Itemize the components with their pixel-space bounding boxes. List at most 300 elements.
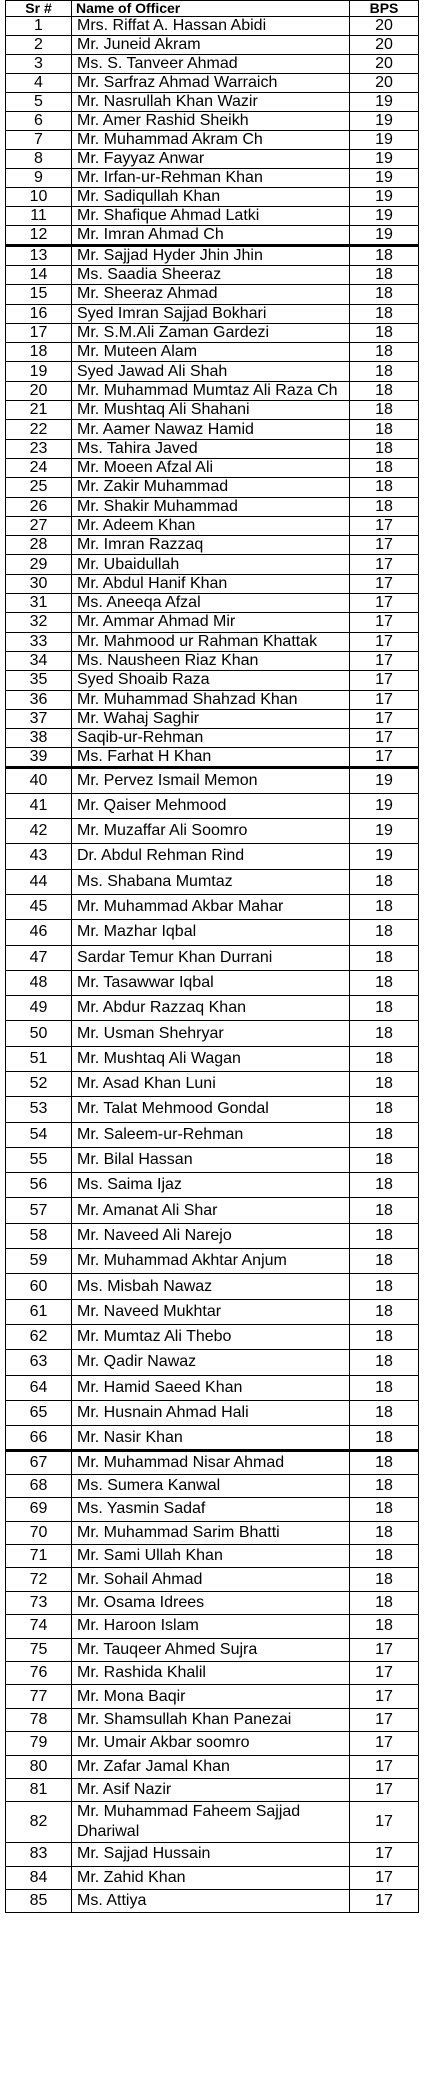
officer-name-cell: Mr. Wahaj Saghir	[72, 709, 350, 728]
bps-cell: 17	[350, 1661, 419, 1684]
officer-name-cell: Mr. Amer Rashid Sheikh	[72, 112, 350, 131]
table-row	[6, 381, 419, 400]
officer-name-cell: Mr. Mona Baqir	[72, 1685, 350, 1708]
bps-cell: 18	[350, 362, 419, 381]
officer-name-cell: Ms. S. Tanveer Ahmad	[72, 55, 350, 74]
table-row	[6, 266, 419, 285]
bps-cell: 17	[350, 1890, 419, 1913]
table-row	[6, 970, 419, 995]
bps-cell: 19	[350, 169, 419, 188]
table-row	[6, 478, 419, 497]
table-row	[6, 1147, 419, 1172]
officer-name-cell: Mr. Sarfraz Ahmad Warraich	[72, 74, 350, 93]
officer-name-cell: Mr. Juneid Akram	[72, 36, 350, 55]
bps-cell: 19	[350, 226, 419, 246]
bps-cell: 17	[350, 729, 419, 748]
bps-cell: 18	[350, 1615, 419, 1638]
officer-name-cell: Mr. S.M.Ali Zaman Gardezi	[72, 323, 350, 342]
officer-name-cell: Ms. Nausheen Riaz Khan	[72, 651, 350, 670]
header-name: Name of Officer	[72, 1, 350, 17]
bps-cell: 17	[350, 709, 419, 728]
bps-cell: 17	[350, 516, 419, 535]
sr-cell: 66	[6, 1426, 72, 1451]
bps-cell: 17	[350, 1755, 419, 1778]
bps-cell: 18	[350, 970, 419, 995]
sr-cell: 40	[6, 768, 72, 793]
officer-name-cell: Mr. Zahid Khan	[72, 1866, 350, 1889]
sr-cell: 47	[6, 945, 72, 970]
officer-name-cell: Mr. Mumtaz Ali Thebo	[72, 1324, 350, 1349]
sr-cell: 13	[6, 246, 72, 266]
bps-cell: 17	[350, 1778, 419, 1801]
table-row	[6, 844, 419, 869]
sr-cell: 84	[6, 1866, 72, 1889]
table-row	[6, 1299, 419, 1324]
table-row	[6, 574, 419, 593]
table-row	[6, 748, 419, 768]
officer-name-cell: Mr. Zakir Muhammad	[72, 478, 350, 497]
table-row	[6, 188, 419, 207]
bps-cell: 20	[350, 55, 419, 74]
table-row	[6, 945, 419, 970]
sr-cell: 7	[6, 131, 72, 150]
officer-name-cell: Mr. Qadir Nawaz	[72, 1350, 350, 1375]
officer-name-cell: Mrs. Riffat A. Hassan Abidi	[72, 17, 350, 36]
bps-cell: 19	[350, 188, 419, 207]
table-row	[6, 1071, 419, 1096]
bps-cell: 18	[350, 458, 419, 477]
bps-cell: 17	[350, 748, 419, 768]
bps-cell: 18	[350, 1147, 419, 1172]
bps-cell: 20	[350, 17, 419, 36]
sr-cell: 41	[6, 793, 72, 818]
sr-cell: 31	[6, 594, 72, 613]
table-row	[6, 1521, 419, 1544]
sr-cell: 17	[6, 323, 72, 342]
bps-cell: 19	[350, 112, 419, 131]
officer-name-cell: Mr. Abdur Razzaq Khan	[72, 996, 350, 1021]
sr-cell: 58	[6, 1223, 72, 1248]
sr-cell: 33	[6, 632, 72, 651]
sr-cell: 83	[6, 1843, 72, 1866]
bps-cell: 17	[350, 1708, 419, 1731]
sr-cell: 23	[6, 439, 72, 458]
officer-name-cell: Mr. Mahmood ur Rahman Khattak	[72, 632, 350, 651]
table-row	[6, 55, 419, 74]
table-row	[6, 1890, 419, 1913]
sr-cell: 50	[6, 1021, 72, 1046]
officer-name-cell: Mr. Sajjad Hussain	[72, 1843, 350, 1866]
sr-cell: 81	[6, 1778, 72, 1801]
table-row	[6, 729, 419, 748]
officer-name-cell: Mr. Tauqeer Ahmed Sujra	[72, 1638, 350, 1661]
table-row	[6, 651, 419, 670]
sr-cell: 75	[6, 1638, 72, 1661]
bps-cell: 17	[350, 1732, 419, 1755]
officer-name-cell: Mr. Saleem-ur-Rehman	[72, 1122, 350, 1147]
sr-cell: 8	[6, 150, 72, 169]
sr-cell: 56	[6, 1173, 72, 1198]
officer-name-cell: Mr. Muhammad Shahzad Khan	[72, 690, 350, 709]
table-row	[6, 458, 419, 477]
officer-name-cell: Mr. Adeem Khan	[72, 516, 350, 535]
officer-name-cell: Ms. Saima Ijaz	[72, 1173, 350, 1198]
sr-cell: 38	[6, 729, 72, 748]
officer-name-cell: Ms. Shabana Mumtaz	[72, 869, 350, 894]
table-row	[6, 1274, 419, 1299]
officer-name-cell: Mr. Irfan-ur-Rehman Khan	[72, 169, 350, 188]
sr-cell: 46	[6, 920, 72, 945]
bps-cell: 17	[350, 1685, 419, 1708]
table-row	[6, 497, 419, 516]
bps-cell: 18	[350, 478, 419, 497]
officer-name-cell: Mr. Asad Khan Luni	[72, 1071, 350, 1096]
table-row	[6, 819, 419, 844]
bps-cell: 18	[350, 1046, 419, 1071]
sr-cell: 4	[6, 74, 72, 93]
sr-cell: 67	[6, 1451, 72, 1474]
bps-cell: 18	[350, 869, 419, 894]
bps-cell: 18	[350, 1173, 419, 1198]
officer-name-cell: Mr. Bilal Hassan	[72, 1147, 350, 1172]
table-row	[6, 150, 419, 169]
bps-cell: 18	[350, 1426, 419, 1451]
officer-name-cell: Mr. Haroon Islam	[72, 1615, 350, 1638]
sr-cell: 16	[6, 304, 72, 323]
sr-cell: 53	[6, 1097, 72, 1122]
sr-cell: 35	[6, 671, 72, 690]
officer-name-cell: Mr. Talat Mehmood Gondal	[72, 1097, 350, 1122]
bps-cell: 18	[350, 420, 419, 439]
bps-cell: 18	[350, 1021, 419, 1046]
table-row	[6, 323, 419, 342]
officer-name-cell: Mr. Muhammad Akhtar Anjum	[72, 1249, 350, 1274]
officer-name-cell: Mr. Shakir Muhammad	[72, 497, 350, 516]
bps-cell: 19	[350, 844, 419, 869]
table-row	[6, 439, 419, 458]
table-row	[6, 1173, 419, 1198]
table-row	[6, 1122, 419, 1147]
bps-cell: 18	[350, 1451, 419, 1474]
sr-cell: 85	[6, 1890, 72, 1913]
bps-cell: 18	[350, 285, 419, 304]
sr-cell: 26	[6, 497, 72, 516]
sr-cell: 30	[6, 574, 72, 593]
table-row	[6, 246, 419, 266]
officer-name-cell: Mr. Mazhar Iqbal	[72, 920, 350, 945]
bps-cell: 19	[350, 131, 419, 150]
bps-cell: 18	[350, 1400, 419, 1425]
sr-cell: 19	[6, 362, 72, 381]
sr-cell: 77	[6, 1685, 72, 1708]
table-row	[6, 169, 419, 188]
table-row	[6, 1591, 419, 1614]
table-row	[6, 1021, 419, 1046]
sr-cell: 12	[6, 226, 72, 246]
table-row	[6, 1400, 419, 1425]
sr-cell: 15	[6, 285, 72, 304]
officer-name-cell: Mr. Naveed Ali Narejo	[72, 1223, 350, 1248]
officer-name-cell: Mr. Shamsullah Khan Panezai	[72, 1708, 350, 1731]
officer-name-cell: Mr. Sohail Ahmad	[72, 1568, 350, 1591]
sr-cell: 37	[6, 709, 72, 728]
officer-name-cell: Mr. Mushtaq Ali Shahani	[72, 401, 350, 420]
bps-cell: 20	[350, 36, 419, 55]
table-row	[6, 1802, 419, 1843]
bps-cell: 18	[350, 304, 419, 323]
sr-cell: 62	[6, 1324, 72, 1349]
sr-cell: 64	[6, 1375, 72, 1400]
sr-cell: 5	[6, 93, 72, 112]
table-row	[6, 17, 419, 36]
officer-name-cell: Mr. Ammar Ahmad Mir	[72, 613, 350, 632]
table-row	[6, 920, 419, 945]
officer-name-cell: Mr. Usman Shehryar	[72, 1021, 350, 1046]
officer-name-cell: Mr. Moeen Afzal Ali	[72, 458, 350, 477]
officer-name-cell: Ms. Yasmin Sadaf	[72, 1498, 350, 1521]
table-row	[6, 1350, 419, 1375]
bps-cell: 17	[350, 574, 419, 593]
sr-cell: 36	[6, 690, 72, 709]
officer-name-cell: Mr. Husnain Ahmad Hali	[72, 1400, 350, 1425]
bps-cell: 18	[350, 266, 419, 285]
bps-cell: 17	[350, 594, 419, 613]
table-row	[6, 709, 419, 728]
sr-cell: 57	[6, 1198, 72, 1223]
sr-cell: 2	[6, 36, 72, 55]
table-row	[6, 690, 419, 709]
table-row	[6, 671, 419, 690]
bps-cell: 17	[350, 1843, 419, 1866]
bps-cell: 19	[350, 93, 419, 112]
table-row	[6, 1778, 419, 1801]
sr-cell: 70	[6, 1521, 72, 1544]
officer-name-cell: Mr. Zafar Jamal Khan	[72, 1755, 350, 1778]
table-row	[6, 401, 419, 420]
officer-name-cell: Mr. Muhammad Mumtaz Ali Raza Ch	[72, 381, 350, 400]
officer-name-cell: Mr. Sajjad Hyder Jhin Jhin	[72, 246, 350, 266]
officer-name-cell: Syed Imran Sajjad Bokhari	[72, 304, 350, 323]
sr-cell: 69	[6, 1498, 72, 1521]
officer-name-cell: Saqib-ur-Rehman	[72, 729, 350, 748]
bps-cell: 19	[350, 150, 419, 169]
table-row	[6, 1046, 419, 1071]
officer-name-cell: Ms. Aneeqa Afzal	[72, 594, 350, 613]
table-row	[6, 894, 419, 919]
table-row	[6, 1249, 419, 1274]
bps-cell: 18	[350, 1324, 419, 1349]
table-row	[6, 1324, 419, 1349]
sr-cell: 10	[6, 188, 72, 207]
sr-cell: 60	[6, 1274, 72, 1299]
sr-cell: 71	[6, 1545, 72, 1568]
officer-name-cell: Mr. Ubaidullah	[72, 555, 350, 574]
sr-cell: 80	[6, 1755, 72, 1778]
bps-cell: 18	[350, 1223, 419, 1248]
table-row	[6, 996, 419, 1021]
table-row	[6, 1661, 419, 1684]
bps-cell: 18	[350, 1521, 419, 1544]
table-row	[6, 131, 419, 150]
bps-cell: 18	[350, 497, 419, 516]
header-row	[6, 1, 419, 17]
officer-name-cell: Mr. Abdul Hanif Khan	[72, 574, 350, 593]
table-row	[6, 555, 419, 574]
bps-cell: 18	[350, 381, 419, 400]
sr-cell: 82	[6, 1802, 72, 1843]
sr-cell: 54	[6, 1122, 72, 1147]
table-row	[6, 1568, 419, 1591]
table-row	[6, 1615, 419, 1638]
sr-cell: 59	[6, 1249, 72, 1274]
table-row	[6, 536, 419, 555]
table-row	[6, 1223, 419, 1248]
table-row	[6, 36, 419, 55]
officer-name-cell: Mr. Mushtaq Ali Wagan	[72, 1046, 350, 1071]
sr-cell: 28	[6, 536, 72, 555]
officer-name-cell: Mr. Amanat Ali Shar	[72, 1198, 350, 1223]
sr-cell: 61	[6, 1299, 72, 1324]
table-row	[6, 1097, 419, 1122]
sr-cell: 18	[6, 343, 72, 362]
table-row	[6, 1638, 419, 1661]
sr-cell: 51	[6, 1046, 72, 1071]
table-row	[6, 304, 419, 323]
table-row	[6, 362, 419, 381]
bps-cell: 19	[350, 768, 419, 793]
table-row	[6, 420, 419, 439]
bps-cell: 17	[350, 613, 419, 632]
bps-cell: 18	[350, 1545, 419, 1568]
sr-cell: 21	[6, 401, 72, 420]
sr-cell: 6	[6, 112, 72, 131]
officer-name-cell: Syed Jawad Ali Shah	[72, 362, 350, 381]
bps-cell: 18	[350, 945, 419, 970]
officer-name-cell: Mr. Muhammad Akbar Mahar	[72, 894, 350, 919]
sr-cell: 74	[6, 1615, 72, 1638]
officer-name-cell: Mr. Tasawwar Iqbal	[72, 970, 350, 995]
sr-cell: 44	[6, 869, 72, 894]
bps-cell: 18	[350, 1122, 419, 1147]
table-row	[6, 594, 419, 613]
bps-cell: 17	[350, 1866, 419, 1889]
bps-cell: 18	[350, 1375, 419, 1400]
sr-cell: 20	[6, 381, 72, 400]
sr-cell: 43	[6, 844, 72, 869]
table-row	[6, 869, 419, 894]
sr-cell: 1	[6, 17, 72, 36]
bps-cell: 19	[350, 207, 419, 226]
bps-cell: 18	[350, 439, 419, 458]
officer-name-cell: Mr. Asif Nazir	[72, 1778, 350, 1801]
officer-name-cell: Dr. Abdul Rehman Rind	[72, 844, 350, 869]
bps-cell: 17	[350, 1802, 419, 1843]
sr-cell: 22	[6, 420, 72, 439]
sr-cell: 52	[6, 1071, 72, 1096]
officer-name-cell: Ms. Saadia Sheeraz	[72, 266, 350, 285]
table-row	[6, 1198, 419, 1223]
table-row	[6, 1426, 419, 1451]
officer-name-cell: Mr. Aamer Nawaz Hamid	[72, 420, 350, 439]
table-row	[6, 1708, 419, 1731]
sr-cell: 9	[6, 169, 72, 188]
officer-name-cell: Mr. Hamid Saeed Khan	[72, 1375, 350, 1400]
officer-name-cell: Mr. Muhammad Nisar Ahmad	[72, 1451, 350, 1474]
bps-cell: 18	[350, 246, 419, 266]
officer-name-cell: Mr. Sadiqullah Khan	[72, 188, 350, 207]
sr-cell: 3	[6, 55, 72, 74]
sr-cell: 45	[6, 894, 72, 919]
officer-name-cell: Mr. Muteen Alam	[72, 343, 350, 362]
officer-name-cell: Syed Shoaib Raza	[72, 671, 350, 690]
sr-cell: 55	[6, 1147, 72, 1172]
sr-cell: 65	[6, 1400, 72, 1425]
sr-cell: 25	[6, 478, 72, 497]
officer-name-cell: Mr. Fayyaz Anwar	[72, 150, 350, 169]
sr-cell: 76	[6, 1661, 72, 1684]
bps-cell: 19	[350, 793, 419, 818]
officer-name-cell: Mr. Muzaffar Ali Soomro	[72, 819, 350, 844]
bps-cell: 17	[350, 1638, 419, 1661]
bps-cell: 18	[350, 1498, 419, 1521]
sr-cell: 14	[6, 266, 72, 285]
officer-name-cell: Mr. Sheeraz Ahmad	[72, 285, 350, 304]
table-row	[6, 1732, 419, 1755]
table-row	[6, 1545, 419, 1568]
sr-cell: 24	[6, 458, 72, 477]
officer-name-cell: Mr. Naveed Mukhtar	[72, 1299, 350, 1324]
table-row	[6, 768, 419, 793]
officer-name-cell: Sardar Temur Khan Durrani	[72, 945, 350, 970]
header-sr: Sr #	[6, 1, 72, 17]
bps-cell: 18	[350, 1350, 419, 1375]
bps-cell: 18	[350, 323, 419, 342]
officer-name-cell: Ms. Misbah Nawaz	[72, 1274, 350, 1299]
bps-cell: 17	[350, 555, 419, 574]
officer-list-sheet	[5, 0, 418, 1913]
table-row	[6, 1685, 419, 1708]
officer-name-cell: Mr. Sami Ullah Khan	[72, 1545, 350, 1568]
table-row	[6, 1498, 419, 1521]
officer-name-cell: Mr. Osama Idrees	[72, 1591, 350, 1614]
table-row	[6, 1843, 419, 1866]
officer-name-cell: Mr. Umair Akbar soomro	[72, 1732, 350, 1755]
bps-cell: 18	[350, 1198, 419, 1223]
officer-name-cell: Mr. Pervez Ismail Memon	[72, 768, 350, 793]
officer-name-cell: Mr. Muhammad Faheem Sajjad Dhariwal	[72, 1802, 350, 1843]
sr-cell: 48	[6, 970, 72, 995]
officer-name-cell: Mr. Muhammad Akram Ch	[72, 131, 350, 150]
table-row	[6, 1474, 419, 1497]
bps-cell: 18	[350, 1097, 419, 1122]
table-row	[6, 1451, 419, 1474]
bps-cell: 17	[350, 536, 419, 555]
bps-cell: 18	[350, 343, 419, 362]
bps-cell: 18	[350, 1071, 419, 1096]
table-row	[6, 516, 419, 535]
officer-name-cell: Mr. Nasir Khan	[72, 1426, 350, 1451]
bps-cell: 17	[350, 671, 419, 690]
bps-cell: 20	[350, 74, 419, 93]
bps-cell: 18	[350, 996, 419, 1021]
officer-name-cell: Mr. Rashida Khalil	[72, 1661, 350, 1684]
table-row	[6, 613, 419, 632]
sr-cell: 11	[6, 207, 72, 226]
table-row	[6, 285, 419, 304]
sr-cell: 49	[6, 996, 72, 1021]
table-row	[6, 1866, 419, 1889]
bps-cell: 18	[350, 920, 419, 945]
